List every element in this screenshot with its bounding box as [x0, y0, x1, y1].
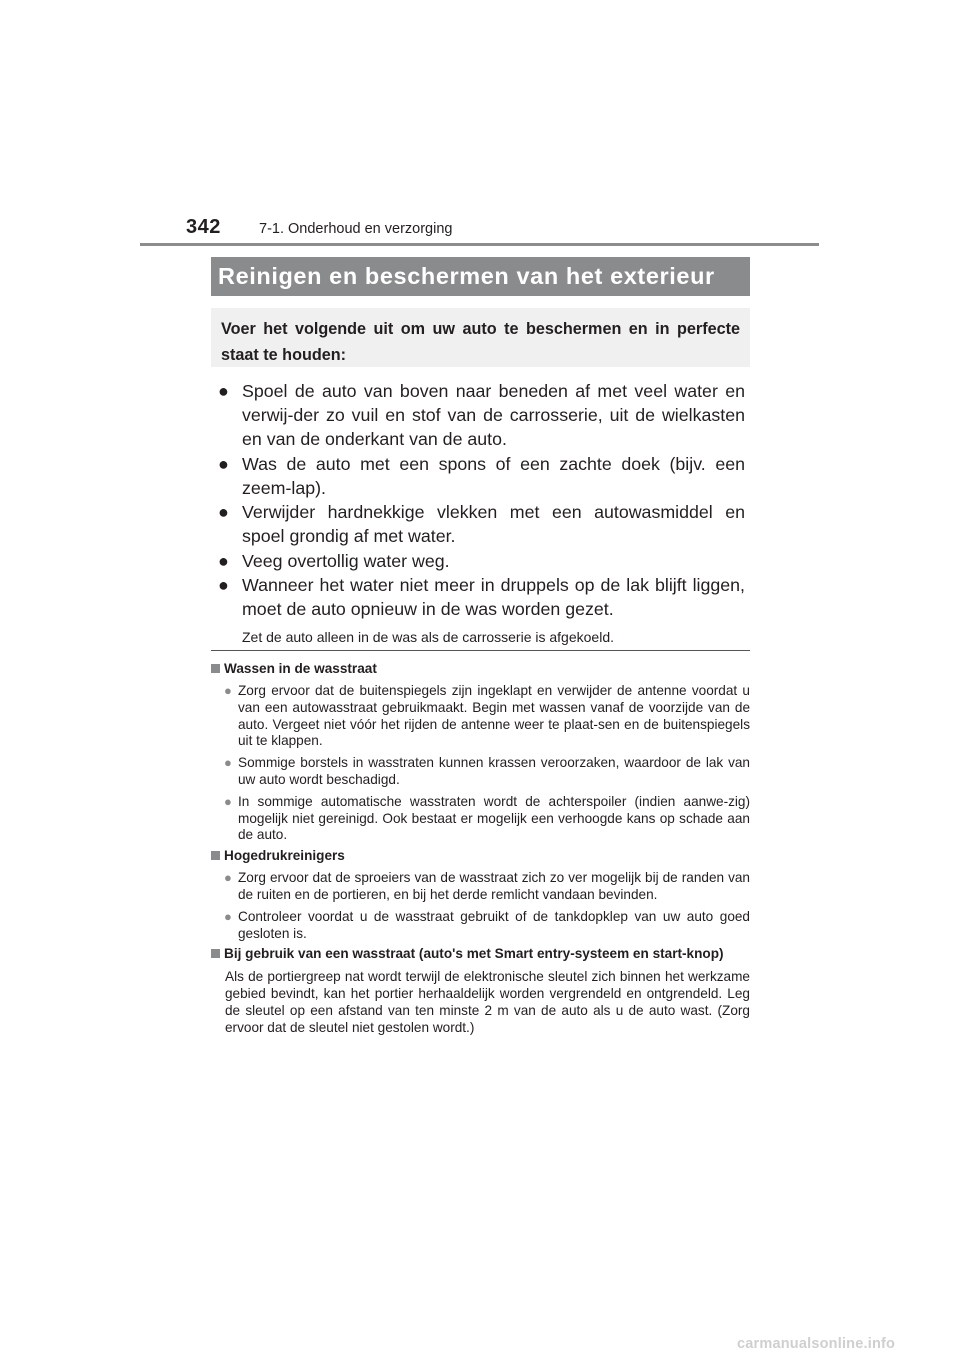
note-item	[211, 909, 750, 943]
bullet-icon: ●	[218, 453, 229, 474]
notes-section	[211, 657, 750, 1036]
list-item	[218, 500, 745, 548]
intro-text: Voer het volgende uit om uw auto te beschermen en in perfecte staat te houden:	[221, 320, 740, 364]
section-title: Reinigen en beschermen van het exterieur	[211, 257, 750, 296]
note-item-text: In sommige automatische wasstraten wordt de achterspoiler (indien aanwe-zig) mogelijk niet gereinigd. Ook bestaat er mogelijk een verhoogde kans op schade aan de auto.	[238, 793, 750, 843]
note-item	[211, 870, 750, 904]
note-item-text: Controleer voordat u de wasstraat gebruikt of de tankdopklep van uw auto goed gesloten is.	[238, 908, 750, 941]
bullet-icon: ●	[224, 870, 232, 886]
list-item-text: Verwijder hardnekkige vlekken met een autowasmiddel en spoel grondig af met water.	[242, 502, 745, 546]
list-item	[218, 573, 745, 621]
bullet-icon: ●	[218, 502, 229, 522]
bullet-icon: ●	[224, 793, 232, 809]
note-heading	[211, 847, 750, 865]
note-item	[211, 683, 750, 750]
note-paragraph: Als de portiergreep nat wordt terwijl de elektronische sleutel zich binnen het werkzame gebied bevindt, kan het portier herhaaldelijk worden vergrendeld en ontgrendeld. Leg de sleutel op een afstand van ten minste 2 m van de auto als u de auto wast. (Zorg ervoor dat de sleutel niet gestolen wordt.)	[225, 969, 750, 1036]
note-item	[211, 755, 750, 789]
square-bullet-icon	[211, 949, 220, 958]
note-heading-text: Wassen in de wasstraat	[224, 661, 377, 676]
note-heading	[211, 660, 750, 678]
note-item-text: Sommige borstels in wasstraten kunnen krassen veroorzaken, waardoor de lak van uw auto wordt beschadigd.	[238, 755, 750, 787]
note-heading-text: Bij gebruik van een wasstraat (auto's met Smart entry-systeem en start-knop)	[224, 946, 724, 962]
bullet-list	[218, 379, 745, 647]
page-number: 342	[186, 216, 221, 238]
intro-box	[211, 308, 750, 367]
bullet-icon: ●	[224, 908, 232, 924]
bullet-icon: ●	[218, 550, 229, 571]
bullet-icon: ●	[224, 683, 232, 698]
note-item	[211, 794, 750, 844]
note-heading-text: Hogedrukreinigers	[224, 848, 345, 864]
list-item	[218, 452, 745, 500]
chapter-title: 7-1. Onderhoud en verzorging	[259, 221, 453, 237]
header-divider	[140, 243, 819, 246]
bullet-icon: ●	[218, 575, 229, 595]
note-item-text: Zorg ervoor dat de buitenspiegels zijn ingeklapt en verwijder de antenne voordat u van een autowasstraat gebruikmaakt. Begin met wassen vanaf de voorzijde van de auto. Vergeet niet vóór het rijden de antenne weer te plaat-sen en de buitenspiegels uit te klappen.	[238, 683, 750, 749]
note-heading	[211, 945, 750, 963]
notes-divider	[211, 650, 750, 651]
list-item-text: Spoel de auto van boven naar beneden af met veel water en verwij-der zo vuil en stof van de carrosserie, uit de wielkasten en van de onderkant van de auto.	[242, 381, 745, 449]
list-item-text: Wanneer het water niet meer in druppels op de lak blijft liggen, moet de auto opnieuw in de was worden gezet.	[242, 575, 745, 619]
square-bullet-icon	[211, 664, 220, 673]
note-item-text: Zorg ervoor dat de sproeiers van de wasstraat zich zo ver mogelijk bij de randen van de ruiten en de portieren, en bij het derde remlicht vandaan bevinden.	[238, 870, 750, 902]
list-item	[218, 549, 745, 573]
bullet-icon: ●	[224, 755, 232, 771]
watermark: carmanualsonline.info	[737, 1336, 896, 1352]
list-item-text: Veeg overtollig water weg.	[242, 550, 450, 571]
list-item-text: Was de auto met een spons of een zachte doek (bijv. een zeem-lap).	[242, 453, 745, 498]
list-item	[218, 379, 745, 451]
bullet-note: Zet de auto alleen in de was als de carrosserie is afgekoeld.	[242, 629, 614, 645]
bullet-icon: ●	[218, 381, 229, 401]
square-bullet-icon	[211, 851, 220, 860]
